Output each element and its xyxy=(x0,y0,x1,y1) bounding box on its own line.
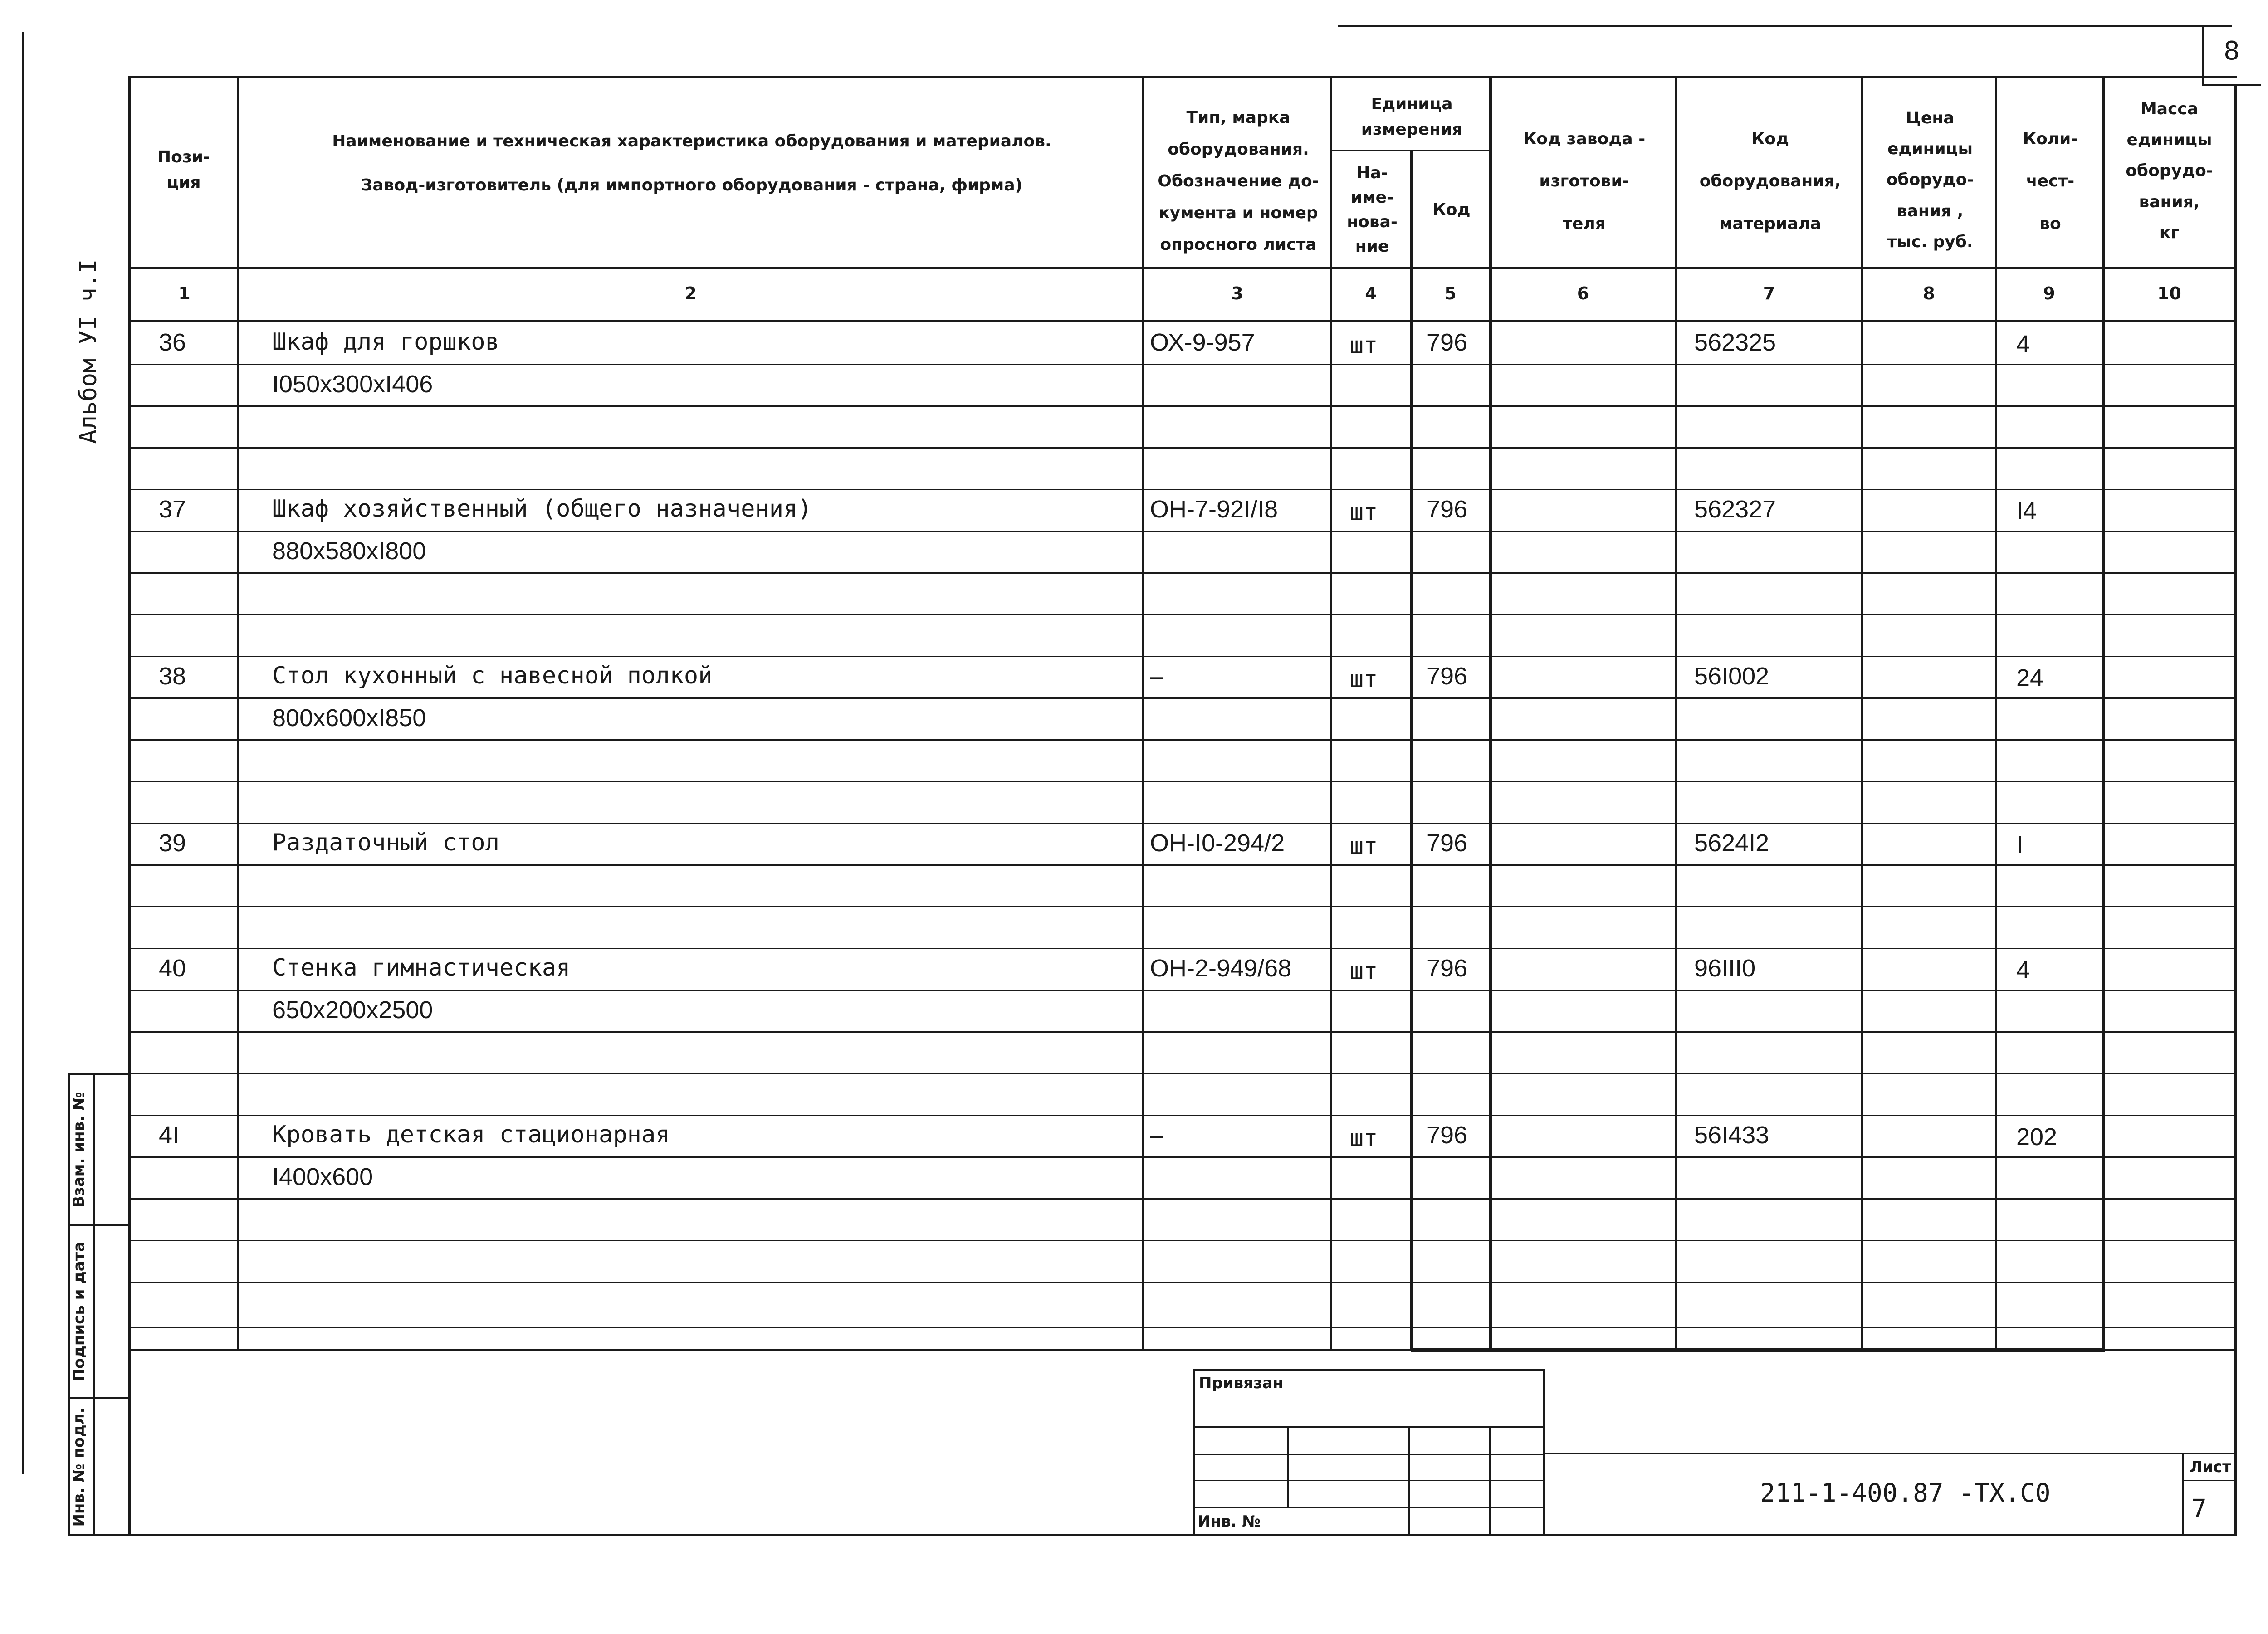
side-stamp-inv-box xyxy=(69,1399,93,1535)
side-stamp-podpis-box xyxy=(69,1227,93,1397)
table-hline xyxy=(131,864,2236,866)
header-unit-line2: измерения xyxy=(1361,120,1463,139)
row-name: Раздаточный стол xyxy=(272,829,499,856)
header-equipment-code-line1: Код xyxy=(1751,129,1789,148)
header-price-line2: единицы xyxy=(1887,139,1973,158)
header-unit-name-line3: нова- xyxy=(1347,212,1398,231)
header-unit-name xyxy=(1334,154,1411,265)
album-label-box xyxy=(68,259,109,444)
header-name-line2: Завод-изготовитель (для импортного оборудования - страна, фирма) xyxy=(361,176,1023,195)
header-position-line2: ция xyxy=(166,173,201,192)
header-quantity xyxy=(1998,109,2102,254)
row-quantity: 4 xyxy=(2016,956,2030,984)
header-name-line1: Наименование и техническая характеристика оборудования и материалов. xyxy=(332,132,1051,151)
table-hline xyxy=(131,614,2236,615)
header-position xyxy=(132,113,236,227)
sheet-number: 7 xyxy=(2191,1494,2207,1524)
table-vline-col6-right xyxy=(1675,76,1677,1349)
row-unit-code: 796 xyxy=(1427,829,1468,857)
table-hline xyxy=(131,990,2236,991)
table-hline xyxy=(131,1240,2236,1241)
table-hline xyxy=(131,739,2236,741)
row-type: ОН-2-949/68 xyxy=(1150,955,1292,982)
table-hline xyxy=(131,697,2236,699)
side-stamp-podpis: Подпись и дата xyxy=(70,1241,88,1382)
header-equipment-code-line3: материала xyxy=(1719,214,1821,233)
row-position: 38 xyxy=(159,663,186,690)
column-number-6: 6 xyxy=(1577,283,1589,303)
top-border-line xyxy=(1338,25,2232,27)
row-type: ОН-I0-294/2 xyxy=(1150,829,1285,857)
row-unit: шт xyxy=(1349,666,1378,693)
sheet-bottom-border xyxy=(68,1534,2237,1536)
table-hline xyxy=(131,1198,2236,1200)
column-number-7: 7 xyxy=(1763,283,1775,303)
row-quantity: 24 xyxy=(2016,664,2044,692)
row-unit-code: 796 xyxy=(1427,1122,1468,1149)
table-thick-bottom xyxy=(1411,1348,2105,1352)
row-unit: шт xyxy=(1349,833,1378,860)
page-number-box-bottom xyxy=(2202,84,2261,86)
row-equipment-code: 56I433 xyxy=(1694,1122,1769,1149)
header-mass-line3: оборудо- xyxy=(2126,161,2213,180)
page-number-box-left xyxy=(2202,25,2204,84)
table-hline xyxy=(131,823,2236,824)
row-size: I050x300xI406 xyxy=(272,371,433,398)
row-equipment-code: 56I002 xyxy=(1694,663,1769,690)
header-type-line2: оборудования. xyxy=(1168,140,1309,159)
header-price-line4: вания , xyxy=(1897,201,1964,220)
column-number-2: 2 xyxy=(684,283,697,303)
header-unit-name-line4: ние xyxy=(1355,237,1389,256)
sheet-box-left xyxy=(2182,1453,2184,1536)
header-mass-line4: вания, xyxy=(2139,192,2200,211)
table-vline-col4-right xyxy=(1410,150,1413,1349)
row-unit: шт xyxy=(1349,1125,1378,1152)
row-unit-code: 796 xyxy=(1427,955,1468,982)
column-number-10: 10 xyxy=(2157,283,2181,303)
table-vline-col7-right xyxy=(1861,76,1863,1349)
row-type: ОН-7-92I/I8 xyxy=(1150,496,1278,523)
header-unit-code xyxy=(1413,154,1490,265)
inv-no-label: Инв. № xyxy=(1198,1512,1261,1531)
column-number-1: 1 xyxy=(178,283,191,303)
table-vline-col9-right xyxy=(2102,76,2105,1349)
column-number-4: 4 xyxy=(1365,283,1377,303)
table-hline xyxy=(131,1282,2236,1283)
privyazan-line4 xyxy=(1193,1507,1545,1508)
row-quantity: 4 xyxy=(2016,331,2030,358)
table-hline xyxy=(131,1115,2236,1116)
header-type-line1: Тип, марка xyxy=(1186,108,1290,127)
privyazan-left xyxy=(1193,1369,1195,1536)
sheet-label: Лист xyxy=(2190,1458,2231,1476)
doc-code-top xyxy=(1545,1453,2236,1454)
header-unit-line1: Единица xyxy=(1371,94,1453,113)
header-unit-group xyxy=(1334,86,1490,147)
column-number-9: 9 xyxy=(2043,283,2055,303)
header-mass-line1: Масса xyxy=(2140,99,2199,118)
table-hline xyxy=(131,405,2236,407)
privyazan-label: Привязан xyxy=(1199,1374,1284,1392)
privyazan-line3 xyxy=(1193,1480,1545,1481)
row-size: 880x580xI800 xyxy=(272,537,426,565)
table-hline xyxy=(131,531,2236,532)
header-mass-line5: кг xyxy=(2159,224,2180,243)
table-hline xyxy=(131,948,2236,949)
column-number-8: 8 xyxy=(1923,283,1935,303)
header-quantity-line3: во xyxy=(2039,214,2061,233)
document-code: 211-1-400.87 -TX.C0 xyxy=(1760,1478,2051,1508)
row-name: Шкаф для горшков xyxy=(272,328,499,356)
row-equipment-code: 96III0 xyxy=(1694,955,1756,982)
column-number-3: 3 xyxy=(1231,283,1243,303)
header-mass xyxy=(2105,88,2234,254)
sheet-box-sep xyxy=(2182,1480,2236,1481)
header-name xyxy=(240,118,1143,209)
row-name: Стенка гимнастическая xyxy=(272,954,571,981)
row-unit-code: 796 xyxy=(1427,663,1468,690)
table-hline xyxy=(131,1073,2236,1074)
header-type-line4: кумента и номер xyxy=(1158,204,1318,223)
privyazan-vline1 xyxy=(1287,1426,1289,1508)
header-quantity-line1: Коли- xyxy=(2023,129,2078,148)
table-hline xyxy=(131,1156,2236,1158)
privyazan-line2 xyxy=(1193,1454,1545,1455)
header-unit-code-text: Код xyxy=(1432,200,1471,219)
row-equipment-code: 562327 xyxy=(1694,496,1776,523)
row-position: 37 xyxy=(159,496,186,523)
table-hline xyxy=(131,489,2236,490)
row-unit: шт xyxy=(1349,499,1378,526)
header-type-line5: опросного листа xyxy=(1160,235,1317,254)
left-margin-line xyxy=(22,32,24,1474)
header-type-line3: Обозначение до- xyxy=(1158,171,1319,190)
row-unit: шт xyxy=(1349,958,1378,985)
table-hline xyxy=(131,1031,2236,1033)
column-number-5: 5 xyxy=(1444,283,1457,303)
table-vline-col1-right xyxy=(237,76,239,1349)
row-name: Кровать детская стационарная xyxy=(272,1121,670,1148)
table-hline xyxy=(131,1327,2236,1328)
table-hline xyxy=(131,656,2236,657)
row-size: I400x600 xyxy=(272,1163,373,1190)
header-factory-code-line2: изготови- xyxy=(1539,172,1629,191)
row-unit-code: 796 xyxy=(1427,329,1468,356)
row-equipment-code: 5624I2 xyxy=(1694,829,1769,857)
row-position: 39 xyxy=(159,829,186,857)
row-type: – xyxy=(1150,1122,1164,1149)
row-type: – xyxy=(1150,663,1164,690)
side-stamp-inv-podl: Инв. № подл. xyxy=(70,1407,88,1527)
row-name: Стол кухонный с навесной полкой xyxy=(272,662,713,689)
header-price-line3: оборудо- xyxy=(1886,171,1974,190)
header-unit-name-line2: име- xyxy=(1350,188,1393,207)
side-stamp-vzam-box xyxy=(69,1075,93,1224)
row-quantity: I xyxy=(2016,831,2024,858)
table-hline xyxy=(131,781,2236,782)
header-position-line1: Пози- xyxy=(157,148,210,167)
row-name: Шкаф хозяйственный (общего назначения) xyxy=(272,495,812,522)
row-equipment-code: 562325 xyxy=(1694,329,1776,356)
privyazan-top xyxy=(1193,1369,1545,1371)
table-hline xyxy=(131,906,2236,907)
side-stamp-vzam: Взам. инв. № xyxy=(70,1092,88,1208)
header-price-line1: Цена xyxy=(1906,108,1955,127)
header-factory-code-line1: Код завода - xyxy=(1523,129,1646,148)
header-price xyxy=(1864,98,1996,263)
header-factory-code xyxy=(1492,100,1676,263)
row-position: 4I xyxy=(159,1122,180,1149)
header-price-line5: тыс. руб. xyxy=(1887,233,1973,252)
table-top-border xyxy=(128,76,2237,78)
privyazan-vline3 xyxy=(1489,1426,1491,1535)
table-vline-col8-right xyxy=(1995,76,1997,1349)
album-label: Альбом УI ч.I xyxy=(75,259,102,444)
privyazan-right xyxy=(1543,1369,1545,1536)
table-vline-col5-right xyxy=(1489,76,1492,1349)
header-unit-name-line1: На- xyxy=(1356,163,1388,182)
row-unit: шт xyxy=(1349,332,1378,359)
side-stamp-sep1 xyxy=(68,1224,129,1226)
row-position: 36 xyxy=(159,329,186,356)
row-size: 800x600xI850 xyxy=(272,704,426,732)
table-hline xyxy=(131,572,2236,574)
table-vline-col2-right xyxy=(1142,76,1144,1349)
privyazan-line1 xyxy=(1193,1426,1545,1428)
table-hline xyxy=(131,447,2236,449)
row-quantity: 202 xyxy=(2016,1123,2058,1151)
row-quantity: I4 xyxy=(2016,498,2037,525)
header-quantity-line2: чест- xyxy=(2026,172,2075,191)
row-unit-code: 796 xyxy=(1427,496,1468,523)
header-equipment-code-line2: оборудования, xyxy=(1699,172,1841,191)
row-size: 650x200x2500 xyxy=(272,996,433,1024)
table-hline xyxy=(131,364,2236,365)
page-number-top: 8 xyxy=(2224,36,2240,66)
side-stamp-sep2 xyxy=(68,1397,129,1399)
privyazan-vline2 xyxy=(1408,1426,1410,1535)
header-equipment-code xyxy=(1678,100,1862,263)
header-type xyxy=(1145,95,1331,268)
row-type: ОХ-9-957 xyxy=(1150,329,1255,356)
header-factory-code-line3: теля xyxy=(1563,214,1606,233)
row-position: 40 xyxy=(159,955,186,982)
header-mass-line2: единицы xyxy=(2126,130,2212,149)
column-numbers-bottom-line xyxy=(128,320,2237,322)
